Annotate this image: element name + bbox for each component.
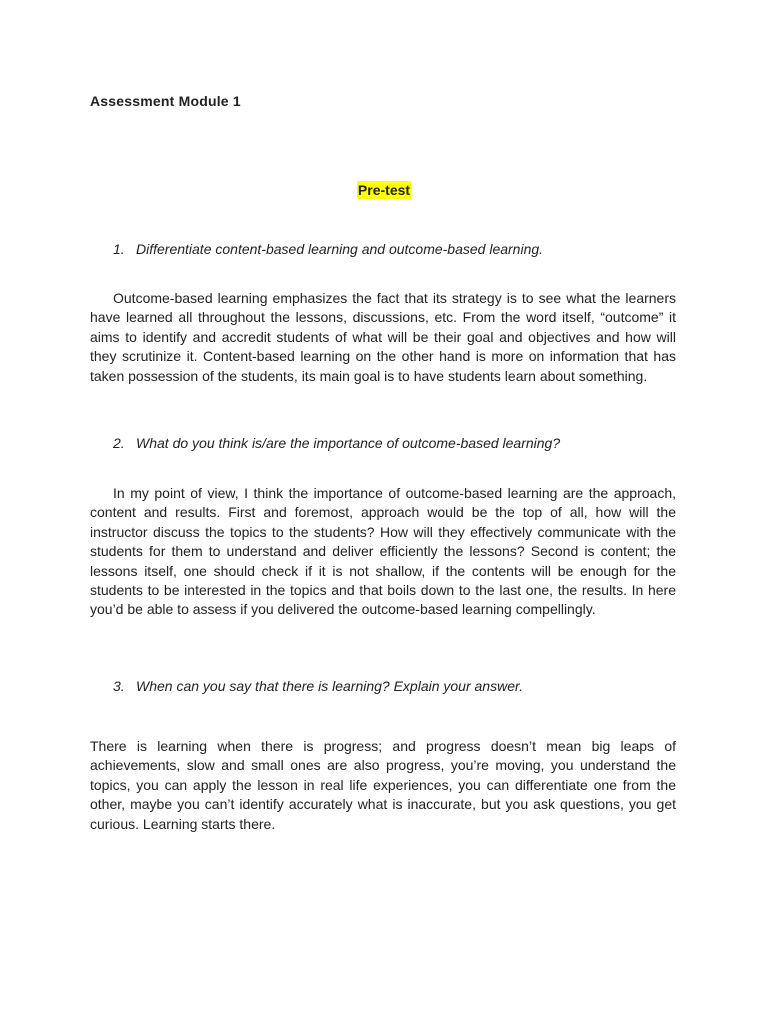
answer-1: Outcome-based learning emphasizes the fact that its strategy is to see what the learners have learned all throughout the lessons, discussions, etc. From the word itself, “outcome” it aims to identify and accredit students of what will be their goal and objectives and how will they scrutinize it. Content-based learning on the other hand is more on information that has taken possession of the students, its main goal is to have students learn about something.: [90, 290, 676, 384]
highlighted-heading-text: Pre-test: [357, 182, 411, 198]
question-3: [113, 678, 523, 694]
section-heading: [0, 182, 768, 198]
question-text: What do you think is/are the importance of outcome-based learning?: [136, 435, 561, 451]
answer-3: There is learning when there is progress; and progress doesn’t mean big leaps of achievements, slow and small ones are also progress, you’re moving, you understand the topics, you can apply the lesson in real life experiences, you can differentiate one from the other, maybe you can’t identify accurately what is inaccurate, but you ask questions, you get curious. Learning starts there.: [90, 738, 676, 832]
question-text: When can you say that there is learning? Explain your answer.: [136, 678, 524, 694]
question-text: Differentiate content-based learning and outcome-based learning.: [136, 241, 544, 257]
answer-2: In my point of view, I think the importance of outcome-based learning are the approach, content and results. First and foremost, approach would be the top of all, how will the instructor discuss the topics to the students? How will they effectively communicate with the students for them to understand and deliver efficiently the lessons? Second is content; the lessons itself, one should check if it is not shallow, if the contents will be enough for the students to be interested in the topics and that boils down to the last one, the results. In here you’d be able to assess if you delivered the outcome-based learning compellingly.: [90, 485, 676, 618]
question-number: 1.: [113, 241, 125, 257]
question-number: 2.: [113, 435, 125, 451]
question-1: [113, 241, 543, 257]
question-number: 3.: [113, 678, 125, 694]
document-title: Assessment Module 1: [90, 93, 241, 109]
question-2: [113, 435, 560, 451]
